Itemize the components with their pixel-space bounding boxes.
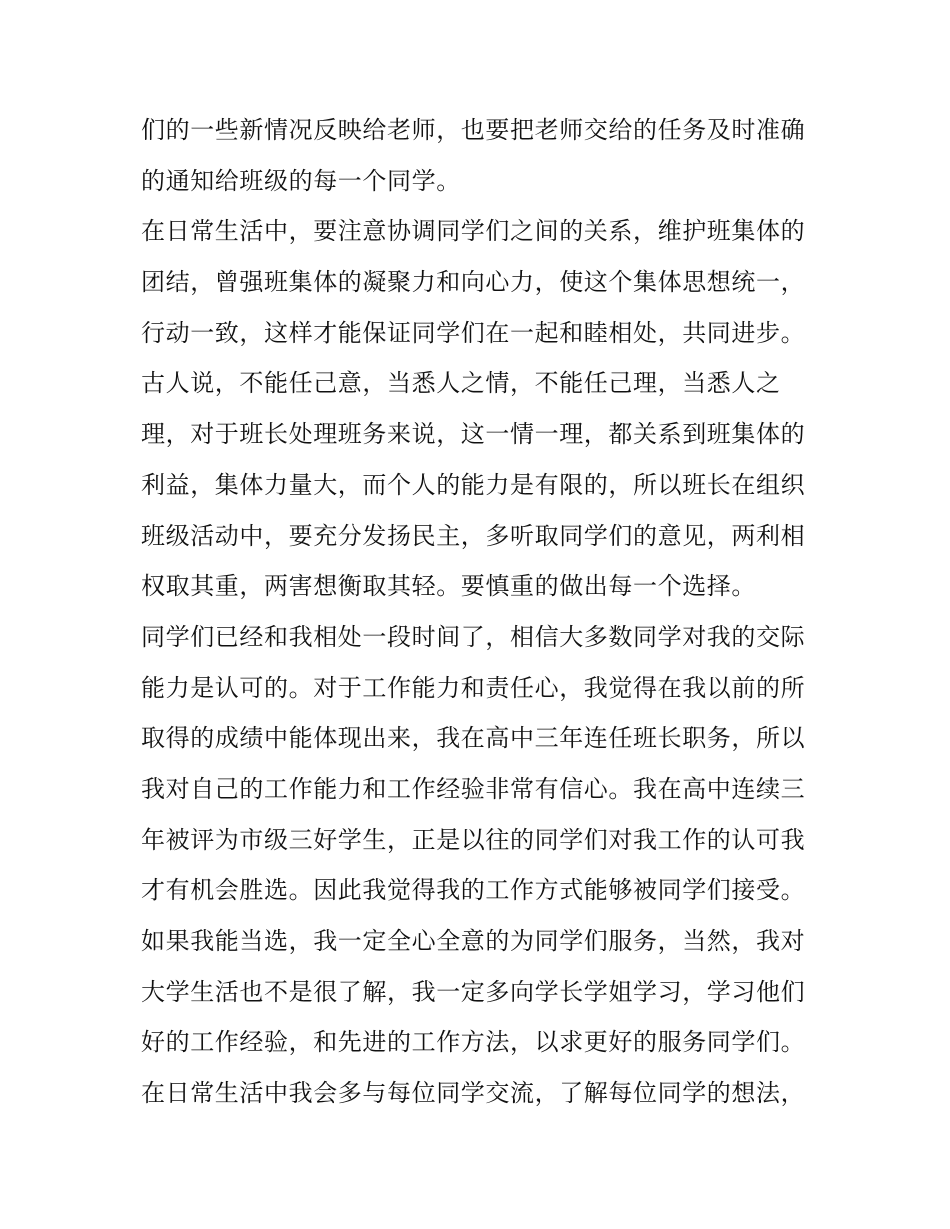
- text-line: 团结，曾强班集体的凝聚力和向心力，使这个集体思想统一，: [141, 268, 806, 297]
- text-line: 大学生活也不是很了解，我一定多向学长学姐学习，学习他们: [141, 977, 806, 1006]
- text-line: 古人说，不能任己意，当悉人之情，不能任己理，当悉人之: [141, 369, 781, 398]
- text-line: 权取其重，两害想衡取其轻。要慎重的做出每一个选择。: [141, 572, 756, 601]
- text-line: 在日常生活中，要注意协调同学们之间的关系，维护班集体的: [141, 217, 806, 246]
- document-body: [141, 105, 821, 1119]
- text-line: 班级活动中，要充分发扬民主，多听取同学们的意见，两利相: [141, 521, 806, 550]
- text-line: 的通知给班级的每一个同学。: [141, 166, 461, 195]
- text-line: 好的工作经验，和先进的工作方法，以求更好的服务同学们。: [141, 1028, 806, 1057]
- text-line: 如果我能当选，我一定全心全意的为同学们服务，当然，我对: [141, 927, 806, 955]
- text-line: 年被评为市级三好学生，正是以往的同学们对我工作的认可我: [141, 825, 806, 854]
- text-line: 们的一些新情况反映给老师，也要把老师交给的任务及时准确: [141, 116, 806, 144]
- text-line: 才有机会胜选。因此我觉得我的工作方式能够被同学们接受。: [141, 876, 806, 905]
- text-line: 利益，集体力量大，而个人的能力是有限的，所以班长在组织: [141, 470, 806, 499]
- text-line: 行动一致，这样才能保证同学们在一起和睦相处，共同进步。: [141, 318, 806, 347]
- text-line: 同学们已经和我相处一段时间了，相信大多数同学对我的交际: [141, 622, 806, 651]
- text-line: 取得的成绩中能体现出来，我在高中三年连任班长职务，所以: [141, 724, 806, 753]
- text-line: 能力是认可的。对于工作能力和责任心，我觉得在我以前的所: [141, 673, 806, 702]
- text-line: 理，对于班长处理班务来说，这一情一理，都关系到班集体的: [141, 420, 806, 449]
- text-line: 我对自己的工作能力和工作经验非常有信心。我在高中连续三: [141, 774, 806, 803]
- text-line: 在日常生活中我会多与每位同学交流，了解每位同学的想法，: [141, 1079, 806, 1108]
